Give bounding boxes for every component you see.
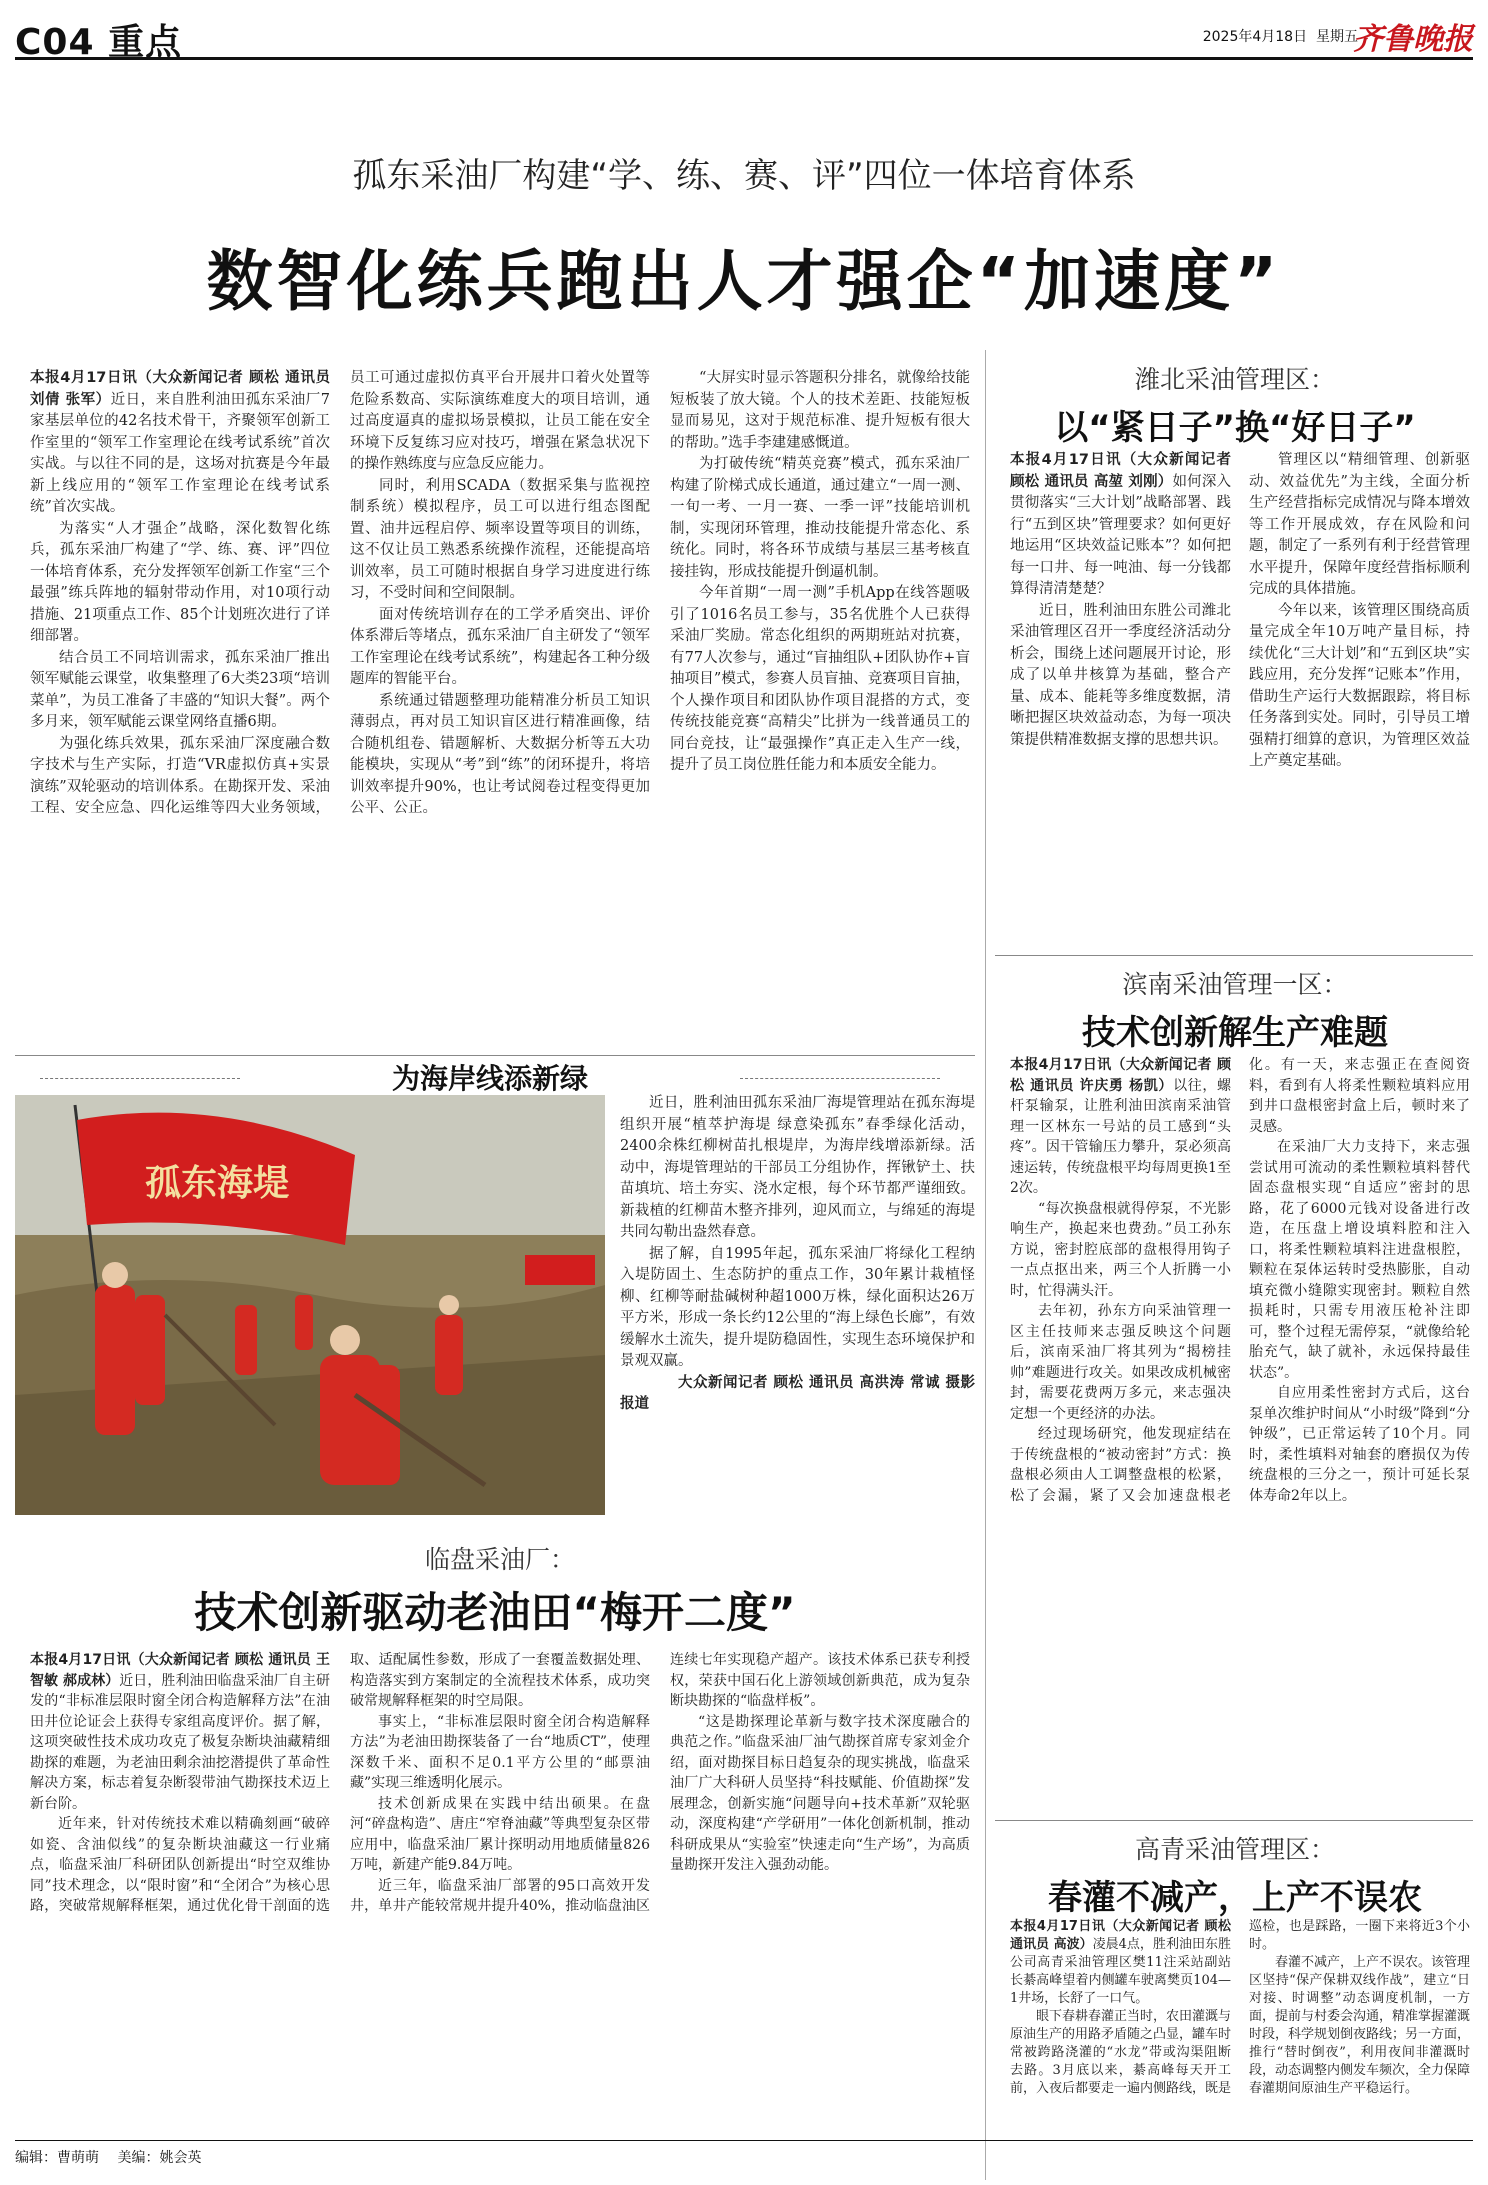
coast-article bbox=[620, 1093, 975, 1533]
weibei-headline: 以“紧日子”换“好日子” bbox=[1054, 408, 1416, 448]
main-dateline: 本报4月17日讯（大众新闻记者 顾松 通讯员 刘倩 张军） bbox=[30, 370, 330, 408]
photo-tree-planting bbox=[15, 1095, 605, 1515]
weibei-paragraph: 管理区以“精细管理、创新驱动、效益优先”为主线，全面分析生产经营指标完成情况与降本增效等工作开展成效，存在风险和问题，制定了一系列有利于经营管理水平提升，保障年度经营指标顺利完成的具体措施。 bbox=[1249, 452, 1470, 597]
divider bbox=[740, 1078, 940, 1079]
weibei-dateline: 本报4月17日讯（大众新闻记者 顾松 通讯员 高堃 刘刚） bbox=[1010, 452, 1231, 490]
gaoqing-dateline: 本报4月17日讯（大众新闻记者 顾松 通讯员 高波） bbox=[1010, 1919, 1231, 1952]
main-paragraph: 结合员工不同培训需求，孤东采油厂推出领军赋能云课堂，收集整理了6大类23项“培训菜单”，为员工准备了丰盛的“知识大餐”。两个多月来，领军赋能云课堂网络直播6期。 bbox=[30, 649, 330, 730]
binnan-paragraph: 自应用柔性密封方式后，这台泵单次维护时间从“小时级”降到“分钟级”，已正常运转了10个月。同时，柔性填料对轴套的磨损仅为传统盘根的三分之一，预计可延长泵体寿命2年以上。 bbox=[1249, 1385, 1470, 1504]
binnan-article: 本报4月17日讯（大众新闻记者 顾松 通讯员 许庆勇 杨凯）以往，螺杆泵输泵，让胜利油田滨南采油管理一区林东一号站的员工感到“头疼”。因干管输压力攀升，泵必须高速运转，传统盘根平均每周更换1至2次。 “每次换盘根就得停泵，不光影响生产，换起来也费劲。”员工孙东方说，密封腔底部的盘根得用钩子一点点抠出来，两三个人折腾一小时，忙得满头汗。 去年初，孙东方向采油管理一区主任技师来志强反映这个问题后，滨南采油厂将其列为“揭榜挂帅”难题进行攻关。如果改成机械密封，需要花费两万多元，来志强决定想一个更经济的办法。 经过现场研究，他发现症结在于传统盘根的“被动密封”方式：换盘根必须由人工调整盘根的松紧，松了会漏，紧了又会加速盘根老化。有一天，来志强正在查阅资料，看到有人将柔性颗粒填料应用到井口盘根密封盒上后，顿时来了灵感。 在采油厂大力支持下，来志强尝试用可流动的柔性颗粒填料替代固态盘根实现“自适应”密封的思路，花了6000元钱对设备进行改造，在压盘上增设填料腔和注入口，将柔性颗粒填料注进盘根腔，颗粒在泵体运转时受热膨胀，自动填充微小缝隙实现密封。颗粒自然损耗时，只需专用液压枪补注即可，整个过程无需停泵，“就像给轮胎充气，缺了就补，永远保持最佳状态”。 自应用柔性密封方式后，这台泵单次维护时间从“小时级”降到“分钟级”，已正常运转了10个月。同时，柔性填料对轴套的磨损仅为传统盘根的三分之一，预计可延长泵体寿命2年以上。 bbox=[1010, 1055, 1470, 1815]
main-paragraph: 今年首期“一周一测”手机App在线答题吸引了1016名员工参与，35名优胜个人已获得采油厂奖励。常态化组织的两期班站对抗赛，有77人次参与，通过“盲抽组队+团队协作+盲抽项目”模式，参赛人员盲抽、竞赛项目盲抽，个人操作项目和团队协作项目混搭的方式，变传统技能竞赛“高精尖”比拼为一线普通员工的同台竞技，让“最强操作”真正走入生产一线，提升了员工岗位胜任能力和本质安全能力。 bbox=[670, 585, 970, 773]
main-paragraph: 为打破传统“精英竞赛”模式，孤东采油厂构建了阶梯式成长通道，通过建立“一周一测、一旬一考、一月一赛、一季一评”技能培训机制，实现闭环管理，推动技能提升常态化、系统化。同时，将各环节成绩与基层三基考核直接挂钩，形成技能提升倒逼机制。 bbox=[670, 456, 970, 580]
gaoqing-kicker: 高青采油管理区： bbox=[1134, 1835, 1335, 1864]
binnan-headline: 技术创新解生产难题 bbox=[1082, 1013, 1388, 1053]
linpan-headline: 技术创新驱动老油田“梅开二度” bbox=[194, 1588, 796, 1637]
main-paragraph: “大屏实时显示答题积分排名，就像给技能短板装了放大镜。个人的技术差距、技能短板显而易见，这对于规范标准、提升短板有很大的帮助。”选手李建建感慨道。 bbox=[670, 370, 970, 451]
page-number: C04 重点 bbox=[15, 22, 183, 63]
weibei-kicker: 潍北采油管理区： bbox=[1134, 365, 1335, 394]
weibei-paragraph: 今年以来，该管理区围绕高质量完成全年10万吨产量目标，持续优化“三大计划”和“五到区块”实践应用，充分发挥“记账本”作用，借助生产运行大数据跟踪，将目标任务落到实处。同时，引导员工增强精打细算的意识，为管理区效益上产奠定基础。 bbox=[1249, 602, 1470, 769]
main-paragraph: 面对传统培训存在的工学矛盾突出、评价体系滞后等堵点，孤东采油厂自主研发了“领军工作室理论在线考试系统”，构建起各工种分级题库的智能平台。 bbox=[350, 606, 650, 687]
divider bbox=[995, 1820, 1473, 1821]
linpan-article: 本报4月17日讯（大众新闻记者 顾松 通讯员 王智敏 郝成林）近日，胜利油田临盘采油厂自主研发的“非标准层限时窗全闭合构造解释方法”在油田井位论证会上获得专家组高度评价。据了解，这项突破性技术成功攻克了极复杂断块油藏精细勘探的难题，为老油田剩余油挖潜提供了革命性解决方案，标志着复杂断裂带油气勘探技术迈上新台阶。 近年来，针对传统技术难以精确刻画“破碎如瓷、含油似线”的复杂断块油藏这一行业痛点，临盘采油厂科研团队创新提出“时空双维协同”技术理念，以“限时窗”和“全闭合”为核心思路，突破常规解释框架，通过优化骨干剖面的选取、适配属性参数，形成了一套覆盖数据处理、构造落实到方案制定的全流程技术体系，成功突破常规解释框架的时空局限。 事实上，“非标准层限时窗全闭合构造解释方法”为老油田勘探装备了一台“地质CT”，使理深数千米、面积不足0.1平方公里的“邮票油藏”实现三维透明化展示。 技术创新成果在实践中结出硕果。在盘河“碎盘构造”、唐庄“窄脊油藏”等典型复杂区带应用中，临盘采油厂累计探明动用地质储量826万吨，新建产能9.84万吨。 近三年，临盘采油厂部署的95口高效开发井，单井产能较常规井提升40%，推动临盘油区连续七年实现稳产超产。该技术体系已获专利授权，荣获中国石化上游领域创新典范，成为复杂断块勘探的“临盘样板”。 “这是勘探理论革新与数字技术深度融合的典范之作。”临盘采油厂油气勘探首席专家刘金介绍，面对勘探目标日趋复杂的现实挑战，临盘采油厂广大科研人员坚持“科技赋能、价值勘探”发展理念，创新实施“问题导向+技术革新”双轮驱动，深度构建“产学研用”一体化创新机制，推动科研成果从“实验室”快速走向“生产场”，为高质量勘探开发注入强劲动能。 bbox=[30, 1650, 970, 2130]
issue-date: 2025年4月18日 星期五 bbox=[1202, 29, 1358, 45]
column-divider bbox=[985, 350, 986, 2180]
page-footer bbox=[15, 2140, 1473, 2167]
linpan-kicker: 临盘采油厂： bbox=[424, 1545, 575, 1574]
linpan-paragraph: 近三年，临盘采油厂部署的95口高效开发井，单井产能较常规井提升40%，推动临盘油区连续七年实现稳产超产。该技术体系已获专利授权，荣获中国石化上游领域创新典范，成为复杂断块勘探的“临盘样板”。 bbox=[350, 1652, 970, 1914]
divider bbox=[40, 1078, 240, 1079]
linpan-paragraph: 事实上，“非标准层限时窗全闭合构造解释方法”为老油田勘探装备了一台“地质CT”，使理深数千米、面积不足0.1平方公里的“邮票油藏”实现三维透明化展示。 bbox=[350, 1713, 650, 1791]
linpan-dateline: 本报4月17日讯（大众新闻记者 顾松 通讯员 王智敏 郝成林） bbox=[30, 1652, 330, 1689]
svg-text:孤东海堤: 孤东海堤 bbox=[145, 1162, 290, 1204]
main-paragraph: 同时，利用SCADA（数据采集与监视控制系统）模拟程序，员工可以进行组态图配置、油井远程启停、频率设置等项目的训练，这不仅让员工熟悉系统操作流程，还能提高培训效率，员工可随时根据自身学习进度进行练习，不受时间和空间限制。 bbox=[350, 477, 650, 601]
newspaper-logo: 齐鲁晚报 bbox=[1353, 22, 1473, 57]
main-paragraph: 系统通过错题整理功能精准分析员工知识薄弱点，再对员工知识盲区进行精准画像，结合随机组卷、错题解析、大数据分析等五大功能模块，实现从“考”到“练”的闭环提升，将培训效率提升90%，也让考试阅卷过程变得更加公平、公正。 bbox=[350, 692, 650, 816]
gaoqing-article: 本报4月17日讯（大众新闻记者 顾松 通讯员 高波）凌晨4点，胜利油田东胜公司高青采油管理区樊11注采站副站长綦高峰望着内侧罐车驶离樊页104—1井场，长舒了一口气。 眼下春耕春灌正当时，农田灌溉与原油生产的用路矛盾随之凸显，罐车时常被跨路浇灌的“水龙”带或沟渠阻断去路。3月底以来，綦高峰每天开工前，入夜后都要走一遍内侧路线，既是巡检，也是踩路，一圈下来将近3个小时。 春灌不减产，上产不误农。该管理区坚持“保产保耕双线作战”，建立“日对接、时调整”动态调度机制，一方面，提前与村委会沟通，精准掌握灌溉时段，科学规划倒夜路线；另一方面，推行“替时倒夜”，利用夜间非灌溉时段，动态调整内侧发车频次，全力保障春灌期间原油生产平稳运行。 bbox=[1010, 1919, 1470, 2096]
coast-paragraph: 近日，胜利油田孤东采油厂海堤管理站在孤东海堤组织开展“植萃护海堤 绿意染孤东”春季绿化活动，2400余株红柳树苗扎根堤岸，为海岸线增添新绿。活动中，海堤管理站的干部员工分组协作，挥锹铲土、扶苗填坑、培土夯实、浇水定根，每个环节都严谨细致。新栽植的红柳苗木整齐排列，迎风而立，与绵延的海堤共同勾勒出盎然春意。 bbox=[620, 1095, 975, 1240]
main-paragraph: 为落实“人才强企”战略，深化数智化练兵，孤东采油厂构建了“学、练、赛、评”四位一体培育体系，充分发挥领军创新工作室“三个最强”练兵阵地的辐射带动作用，对10项行动措施、21项重点工作、85个计划班次进行了详细部署。 bbox=[30, 520, 330, 644]
gaoqing-paragraph: 眼下春耕春灌正当时，农田灌溉与原油生产的用路矛盾随之凸显，罐车时常被跨路浇灌的“水龙”带或沟渠阻断去路。3月底以来，綦高峰每天开工前，入夜后都要走一遍内侧路线，既是巡检，也是踩路，一圈下来将近3个小时。 bbox=[1010, 1919, 1470, 2096]
linpan-paragraph: “这是勘探理论革新与数字技术深度融合的典范之作。”临盘采油厂油气勘探首席专家刘金介绍，面对勘探目标日趋复杂的现实挑战，临盘采油厂广大科研人员坚持“科技赋能、价值勘探”发展理念，创新实施“问题导向+技术革新”双轮驱动，深度构建“产学研用”一体化创新机制，推动科研成果从“实验室”快速走向“生产场”，为高质量勘探开发注入强劲动能。 bbox=[670, 1713, 970, 1873]
main-paragraph: 为强化练兵效果，孤东采油厂深度融合数字技术与生产实际，打造“VR虚拟仿真+实景演练”双轮驱动的培训体系。在勘探开发、采油工程、安全应急、四化运维等四大业务领域，员工可通过虚拟仿真平台开展井口着火处置等危险系数高、实际演练难度大的项目培训，通过高度逼真的虚拟场景模拟，让员工能在安全环境下反复练习应对技巧，增强在紧急状况下的操作熟练度与应急反应能力。 bbox=[30, 370, 650, 816]
editor-credit: 编辑：曹萌萌 bbox=[15, 2150, 99, 2166]
main-kicker: 孤东采油厂构建“学、练、赛、评”四位一体培育体系 bbox=[352, 156, 1136, 196]
main-article: 本报4月17日讯（大众新闻记者 顾松 通讯员 刘倩 张军）近日，来自胜利油田孤东采油厂7家基层单位的42名技术骨干，齐聚领军创新工作室里的“领军工作室理论在线考试系统”首次实战。与以往不同的是，这场对抗赛是今年最新上线应用的“领军工作室理论在线考试系统”首次实战。 为落实“人才强企”战略，深化数智化练兵，孤东采油厂构建了“学、练、赛、评”四位一体培育体系，充分发挥领军创新工作室“三个最强”练兵阵地的辐射带动作用，对10项行动措施、21项重点工作、85个计划班次进行了详细部署。 结合员工不同培训需求，孤东采油厂推出领军赋能云课堂，收集整理了6大类23项“培训菜单”，为员工准备了丰盛的“知识大餐”。两个多月来，领军赋能云课堂网络直播6期。 为强化练兵效果，孤东采油厂深度融合数字技术与生产实际，打造“VR虚拟仿真+实景演练”双轮驱动的培训体系。在勘探开发、采油工程、安全应急、四化运维等四大业务领域，员工可通过虚拟仿真平台开展井口着火处置等危险系数高、实际演练难度大的项目培训，通过高度逼真的虚拟场景模拟，让员工能在安全环境下反复练习应对技巧，增强在紧急状况下的操作熟练度与应急反应能力。 同时，利用SCADA（数据采集与监视控制系统）模拟程序，员工可以进行组态图配置、油井远程启停、频率设置等项目的训练，这不仅让员工熟悉系统操作流程，还能提高培训效率，员工可随时根据自身学习进度进行练习，不受时间和空间限制。 面对传统培训存在的工学矛盾突出、评价体系滞后等堵点，孤东采油厂自主研发了“领军工作室理论在线考试系统”，构建起各工种分级题库的智能平台。 系统通过错题整理功能精准分析员工知识薄弱点，再对员工知识盲区进行精准画像，结合随机组卷、错题解析、大数据分析等五大功能模块，实现从“考”到“练”的闭环提升，将培训效率提升90%，也让考试阅卷过程变得更加公平、公正。 “大屏实时显示答题积分排名，就像给技能短板装了放大镜。个人的技术差距、技能短板显而易见，这对于规范标准、提升短板有很大的帮助。”选手李建建感慨道。 为打破传统“精英竞赛”模式，孤东采油厂构建了阶梯式成长通道，通过建立“一周一测、一旬一考、一月一赛、一季一评”技能培训机制，实现闭环管理，推动技能提升常态化、系统化。同时，将各环节成绩与基层三基考核直接挂钩，形成技能提升倒逼机制。 今年首期“一周一测”手机App在线答题吸引了1016名员工参与，35名优胜个人已获得采油厂奖励。常态化组织的两期班站对抗赛，有77人次参与，通过“盲抽组队+团队协作+盲抽项目”模式，参赛人员盲抽、竞赛项目盲抽，个人操作项目和团队协作项目混搭的方式，变传统技能竞赛“高精尖”比拼为一线普通员工的同台竞技，让“最强操作”真正走入生产一线，提升了员工岗位胜任能力和本质安全能力。 bbox=[30, 368, 970, 1048]
weibei-article: 本报4月17日讯（大众新闻记者 顾松 通讯员 高堃 刘刚）如何深入贯彻落实“三大计划”战略部署、践行“五到区块”管理要求？如何更好地运用“区块效益记账本”？如何把每一口井、每一吨油、每一分钱都算得清清楚楚？ 近日，胜利油田东胜公司潍北采油管理区召开一季度经济活动分析会，围绕上述问题展开讨论，形成了以单井核算为基础，整合产量、成本、能耗等多维度数据，清晰把握区块效益动态，为每一项决策提供精准数据支撑的思想共识。 管理区以“精细管理、创新驱动、效益优先”为主线，全面分析生产经营指标完成情况与降本增效等工作开展成效，存在风险和问题，制定了一系列有利于经营管理水平提升，保障年度经营指标顺利完成的具体措施。 今年以来，该管理区围绕高质量完成全年10万吨产量目标，持续优化“三大计划”和“五到区块”实践应用，充分发挥“记账本”作用，借助生产运行大数据跟踪，将目标任务落到实处。同时，引导员工增强精打细算的意识，为管理区效益上产奠定基础。 bbox=[1010, 450, 1470, 950]
page-header bbox=[15, 10, 1473, 63]
binnan-kicker: 滨南采油管理一区： bbox=[1122, 970, 1348, 999]
divider bbox=[15, 1055, 975, 1056]
binnan-paragraph: “每次换盘根就得停泵，不光影响生产，换起来也费劲。”员工孙东方说，密封腔底部的盘根得用钩子一点点抠出来，两三个人折腾一小时，忙得满头汗。 bbox=[1010, 1200, 1231, 1299]
binnan-paragraph: 经过现场研究，他发现症结在于传统盘根的“被动密封”方式：换盘根必须由人工调整盘根的松紧，松了会漏，紧了又会加速盘根老化。有一天，来志强正在查阅资料，看到有人将柔性颗粒填料应用到井口盘根密封盒上后，顿时来了灵感。 bbox=[1010, 1057, 1470, 1504]
photo-credit: 大众新闻记者 顾松 通讯员 高洪涛 常诚 摄影报道 bbox=[620, 1374, 975, 1412]
binnan-dateline: 本报4月17日讯（大众新闻记者 顾松 通讯员 许庆勇 杨凯） bbox=[1010, 1057, 1231, 1094]
gaoqing-paragraph: 春灌不减产，上产不误农。该管理区坚持“保产保耕双线作战”，建立“日对接、时调整”动态调度机制，一方面，提前与村委会沟通，精准掌握灌溉时段，科学规划倒夜路线；另一方面，推行“替时倒夜”，利用夜间非灌溉时段，动态调整内侧发车频次，全力保障春灌期间原油生产平稳运行。 bbox=[1249, 1955, 1470, 2096]
designer-credit: 美编：姚会英 bbox=[117, 2150, 202, 2166]
coast-headline: 为海岸线添新绿 bbox=[391, 1062, 588, 1095]
gaoqing-headline: 春灌不减产，上产不误农 bbox=[1048, 1878, 1422, 1918]
weibei-paragraph: 近日，胜利油田东胜公司潍北采油管理区召开一季度经济活动分析会，围绕上述问题展开讨论，形成了以单井核算为基础，整合产量、成本、能耗等多维度数据，清晰把握区块效益动态，为每一项决策提供精准数据支撑的思想共识。 bbox=[1010, 602, 1231, 748]
binnan-paragraph: 在采油厂大力支持下，来志强尝试用可流动的柔性颗粒填料替代固态盘根实现“自适应”密封的思路，花了6000元钱对设备进行改造，在压盘上增设填料腔和注入口，将柔性颗粒填料注进盘根腔，颗粒在泵体运转时受热膨胀，自动填充微小缝隙实现密封。颗粒自然损耗时，只需专用液压枪补注即可，整个过程无需停泵，“就像给轮胎充气，缺了就补，永远保持最佳状态”。 bbox=[1249, 1139, 1470, 1381]
coast-paragraph: 据了解，自1995年起，孤东采油厂将绿化工程纳入堤防固土、生态防护的重点工作，30年累计栽植怪柳、红柳等耐盐碱树种超1000万株，绿化面积达26万平方米，形成一条长约12公里的“海上绿色长廊”，有效缓解水土流失，提升堤防稳固性，实现生态环境保护和景观双赢。 bbox=[620, 1245, 975, 1369]
main-headline: 数智化练兵跑出人才强企“加速度” bbox=[206, 243, 1282, 320]
linpan-paragraph: 近年来，针对传统技术难以精确刻画“破碎如瓷、含油似线”的复杂断块油藏这一行业痛点，临盘采油厂科研团队创新提出“时空双维协同”技术理念，以“限时窗”和“全闭合”为核心思路，突破常规解释框架，通过优化骨干剖面的选取、适配属性参数，形成了一套覆盖数据处理、构造落实到方案制定的全流程技术体系，成功突破常规解释框架的时空局限。 bbox=[30, 1652, 650, 1914]
binnan-paragraph: 去年初，孙东方向采油管理一区主任技师来志强反映这个问题后，滨南采油厂将其列为“揭榜挂帅”难题进行攻关。如果改成机械密封，需要花费两万多元，来志强决定想一个更经济的办法。 bbox=[1010, 1303, 1231, 1422]
linpan-paragraph: 技术创新成果在实践中结出硕果。在盘河“碎盘构造”、唐庄“窄脊油藏”等典型复杂区带应用中，临盘采油厂累计探明动用地质储量826万吨，新建产能9.84万吨。 bbox=[350, 1795, 650, 1873]
divider bbox=[995, 955, 1473, 956]
